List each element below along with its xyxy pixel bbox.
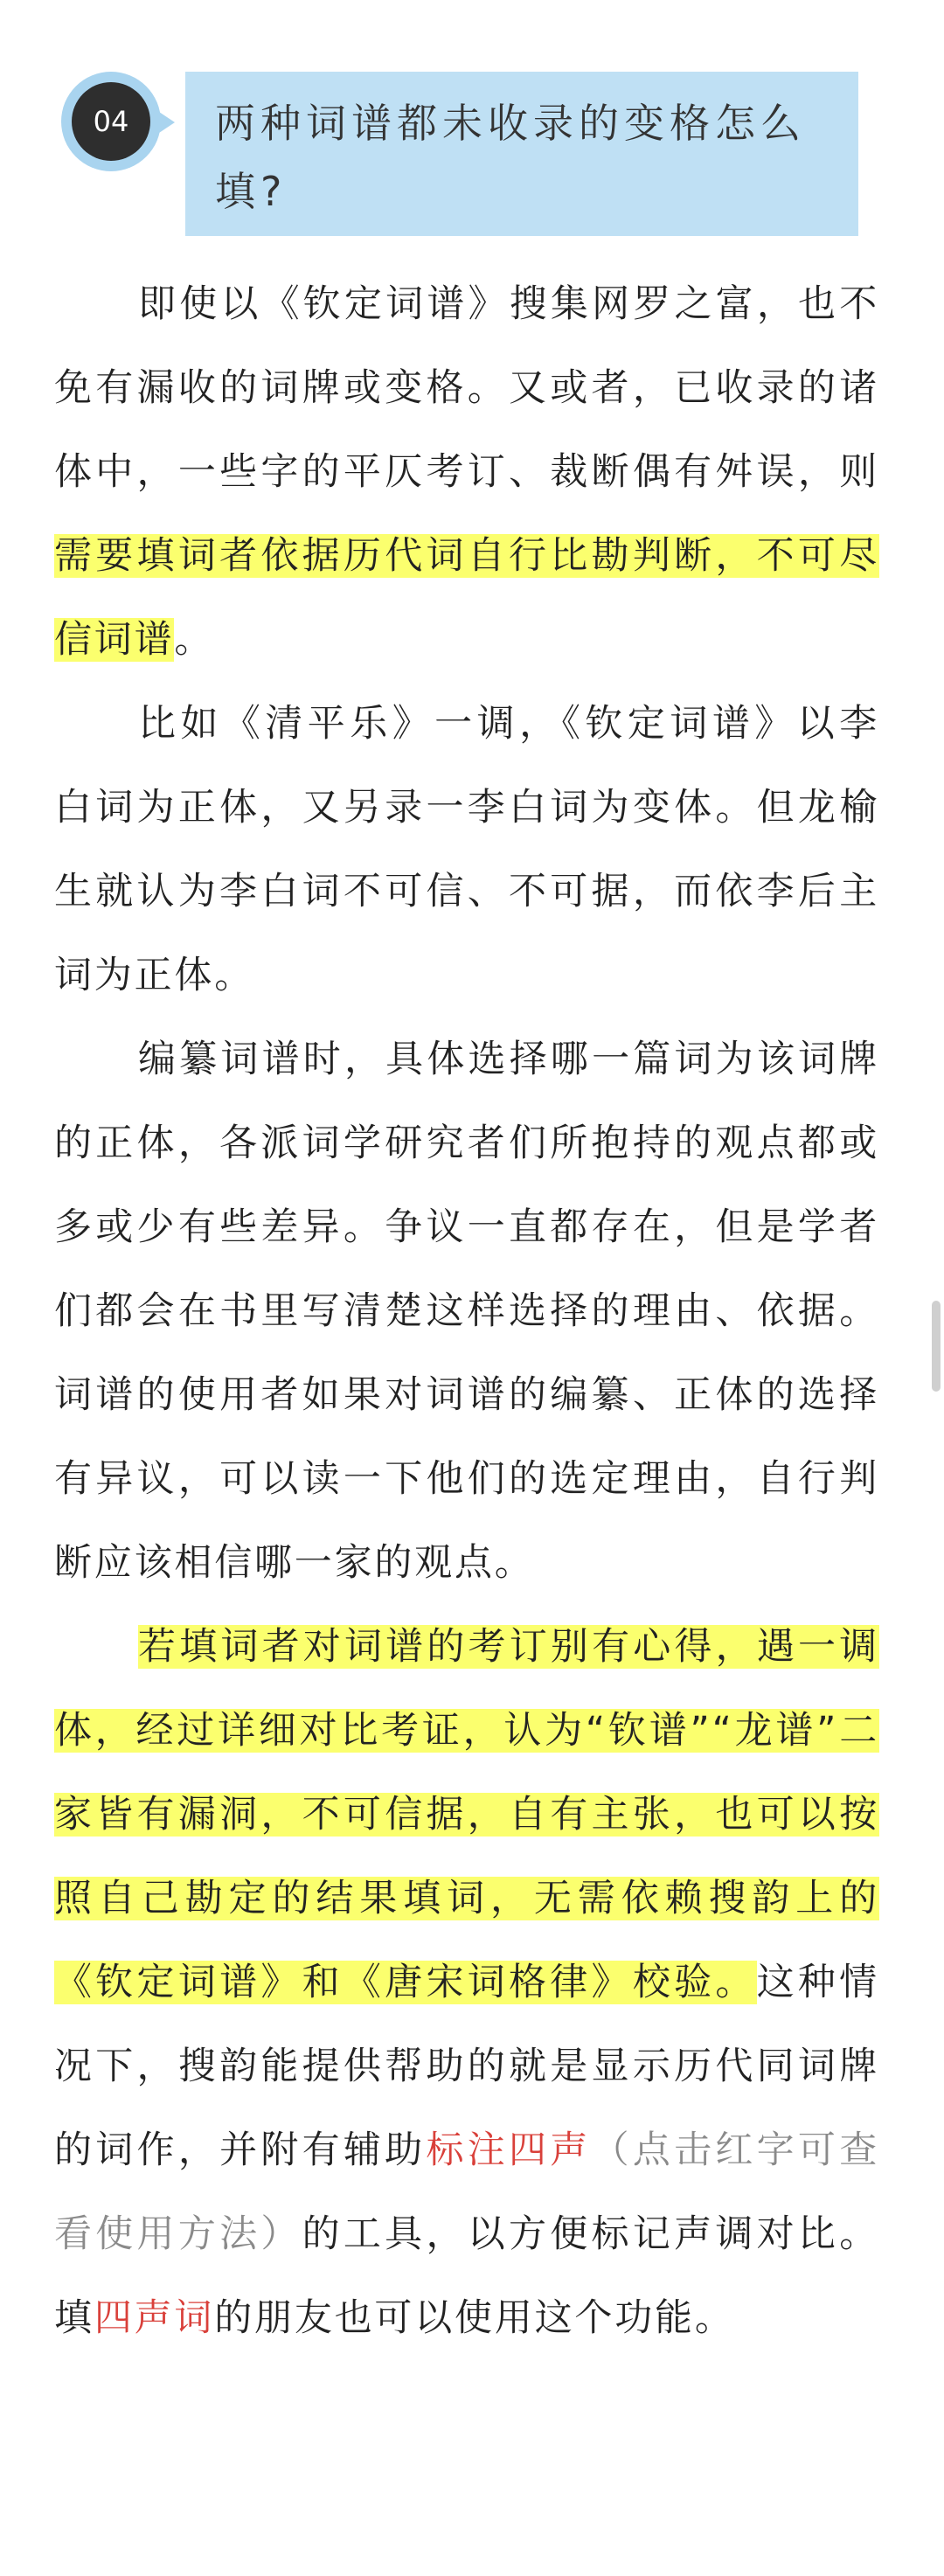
paragraph-1-end: 。 xyxy=(174,618,215,662)
paragraph-3 xyxy=(54,1017,879,1605)
section-title: 两种词谱都未收录的变格怎么填? xyxy=(215,100,806,215)
paragraph-4-text-2: 的工具，以方便标记声调对比。填 xyxy=(54,2212,879,2340)
section-title-box xyxy=(185,72,858,236)
article-body xyxy=(54,262,879,2360)
paragraph-1-text: 即使以《钦定词谱》搜集网罗之富，也不免有漏收的词牌或变格。又或者，已收录的诸体中，一些字的平仄考订、裁断偶有舛误，则 xyxy=(54,282,879,494)
paragraph-3-text: 编纂词谱时，具体选择哪一篇词为该词牌的正体，各派词学研究者们所抱持的观点都或多或少有些差异。争议一直都存在，但是学者们都会在书里写清楚这样选择的理由、依据。词谱的使用者如果对词谱的编纂、正体的选择有异议，可以读一下他们的选定理由，自行判断应该相信哪一家的观点。 xyxy=(54,1038,879,1585)
paragraph-2-text: 比如《清平乐》一调，《钦定词谱》以李白词为正体，又另录一李白词为变体。但龙榆生就认为李白词不可信、不可据，而依李后主词为正体。 xyxy=(54,702,879,997)
paragraph-1 xyxy=(54,262,879,682)
badge-pointer-icon xyxy=(154,108,175,136)
scrollbar-thumb[interactable] xyxy=(932,1301,941,1392)
paragraph-1-highlight: 需要填词者依据历代词自行比勘判断，不可尽信词谱 xyxy=(54,534,879,662)
paragraph-2 xyxy=(54,682,879,1017)
paragraph-4-highlight: 若填词者对词谱的考订别有心得，遇一调体，经过详细对比考证，认为“钦谱”“龙谱”二家皆有漏洞，不可信据，自有主张，也可以按照自己勘定的结果填词，无需依赖搜韵上的《钦定词谱》和《唐宋词格律》校验。 xyxy=(54,1625,879,2004)
paragraph-4-text: 这种情况下，搜韵能提供帮助的就是显示历代同词牌的词作，并附有辅助 xyxy=(54,1961,879,2172)
four-tones-annotation-link[interactable]: 标注四声 xyxy=(426,2128,592,2172)
paragraph-4 xyxy=(54,1605,879,2360)
usage-hint-note: （点击红字可查看使用方法） xyxy=(54,2128,879,2256)
four-tones-ci-link[interactable]: 四声词 xyxy=(94,2296,215,2340)
section-header xyxy=(0,0,944,262)
section-number-badge: 04 xyxy=(72,82,150,161)
paragraph-4-text-3: 的朋友也可以使用这个功能。 xyxy=(214,2296,735,2340)
